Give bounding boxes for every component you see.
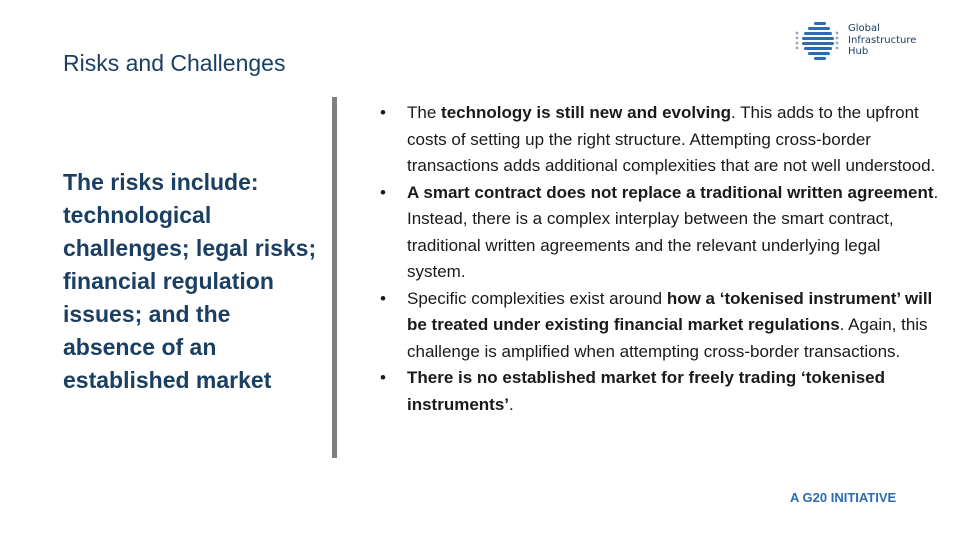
logo-line: Hub — [848, 46, 869, 57]
vertical-divider — [332, 97, 337, 458]
bullet-item — [380, 180, 940, 286]
bullet-item — [380, 365, 940, 418]
bullet-text: A smart contract does not replace a traditional written agreement. Instead, there is a complex interplay between the smart contract, traditional written agreements and the relevant underlying legal system. — [407, 182, 939, 281]
bullet-dot-icon: • — [380, 368, 386, 387]
bullet-text: Specific complexities exist around how a ‘tokenised instrument’ will be treated under existing financial market regulations. Again, this challenge is amplified when attempting cross-border transactions. — [407, 288, 933, 361]
bullet-text: There is no established market for freely trading ‘tokenised instruments’. — [407, 368, 886, 414]
global-infrastructure-hub-logo — [794, 20, 934, 64]
bullet-text: The technology is still new and evolving. This adds to the upfront costs of setting up the right structure. Attempting cross-border transactions adds additional complexities that are not well understood. — [407, 103, 936, 175]
risks-summary: The risks include: technological challenges; legal risks; financial regulation issues; and the absence of an established market — [63, 169, 317, 393]
logo-wordmark — [848, 23, 916, 58]
bullet-list — [380, 100, 940, 418]
g20-initiative-label: A G20 INITIATIVE — [790, 490, 897, 505]
logo-line: Global — [848, 23, 880, 34]
slide-title: Risks and Challenges — [63, 50, 286, 76]
bullet-dot-icon: • — [380, 288, 386, 308]
bullet-dot-icon: • — [380, 103, 386, 122]
bullet-item — [380, 286, 940, 366]
bullet-dot-icon: • — [380, 182, 386, 202]
bullet-item — [380, 100, 940, 180]
globe-dots-icon — [794, 20, 840, 64]
logo-line: Infrastructure — [848, 34, 917, 46]
